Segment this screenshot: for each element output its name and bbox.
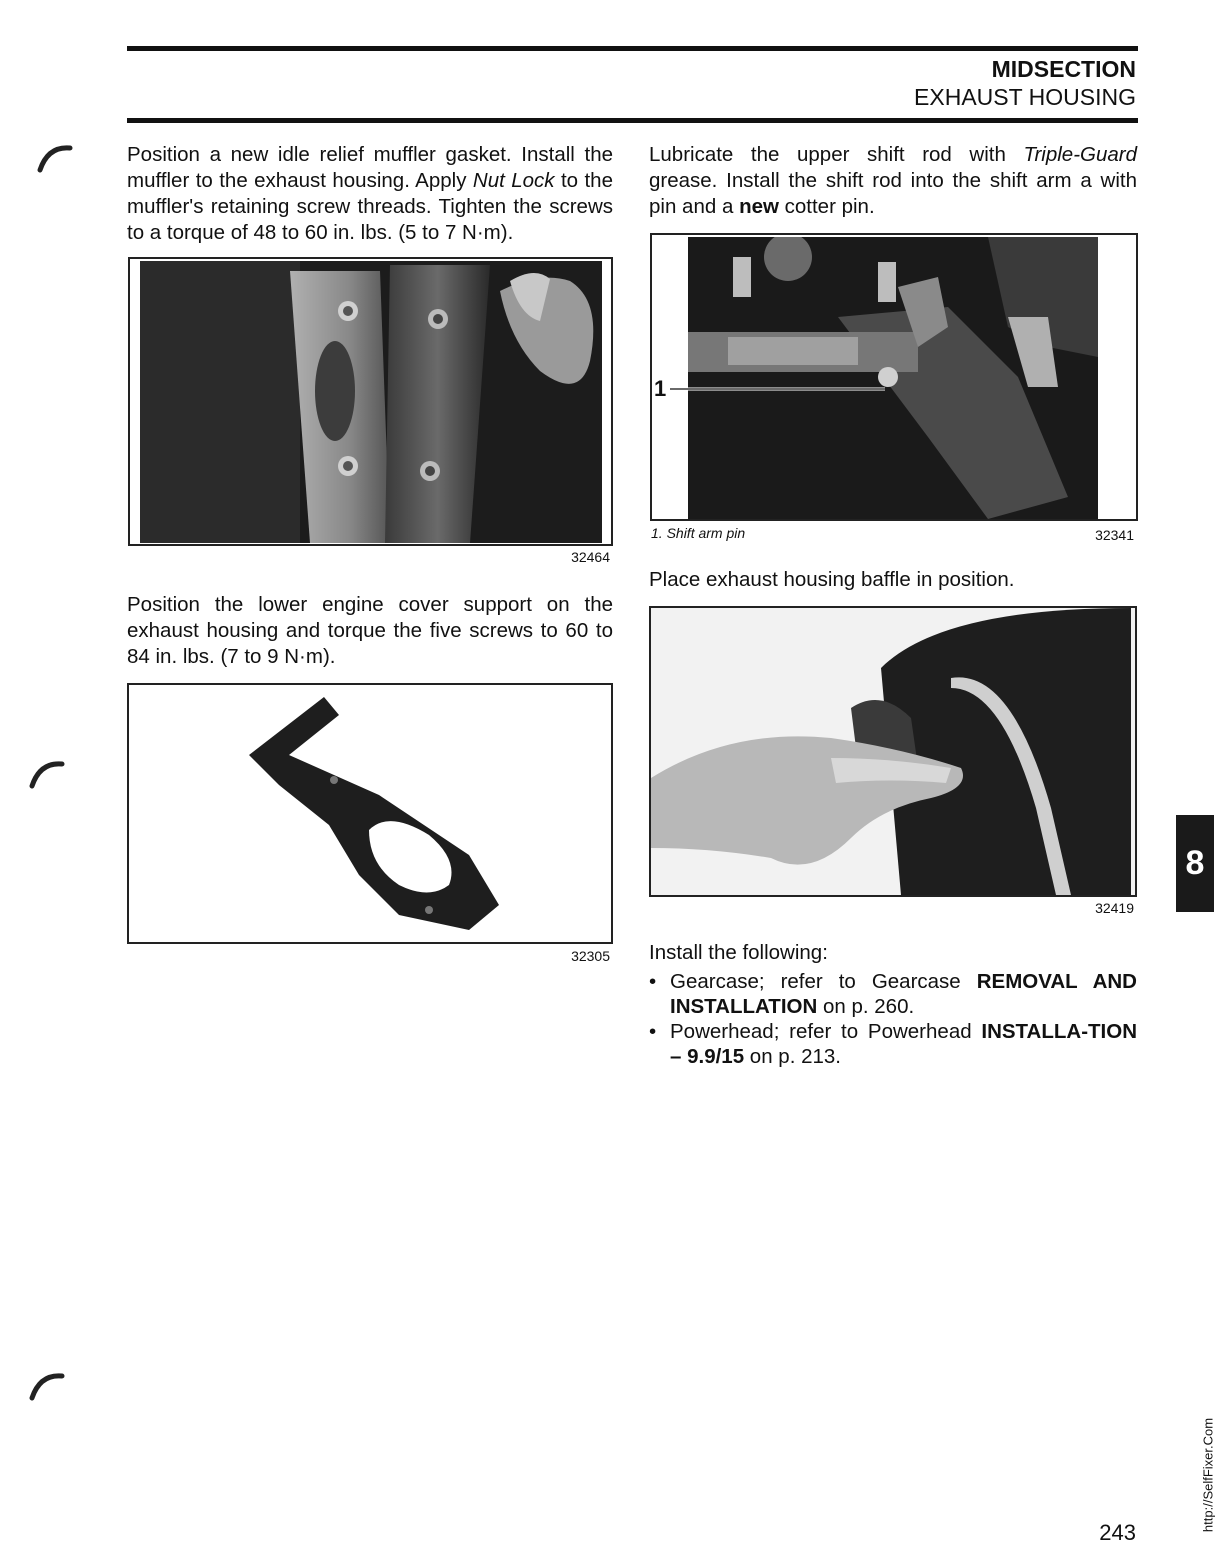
- figure-caption-shift-arm-pin: 1. Shift arm pin: [651, 525, 746, 541]
- header-rule-top: [127, 46, 1138, 51]
- figure-number-32419: 32419: [1095, 900, 1134, 916]
- callout-leader-line: [670, 385, 890, 395]
- figure-number-32464: 32464: [571, 549, 610, 565]
- section-title: MIDSECTION: [991, 56, 1136, 82]
- figure-cover-support-photo: [127, 683, 613, 944]
- chapter-tab: 8: [1176, 815, 1214, 912]
- binder-mark-top: [34, 140, 74, 180]
- figure-number-32305: 32305: [571, 948, 610, 964]
- figure-number-32341: 32341: [1095, 527, 1134, 543]
- binder-mark-middle: [26, 756, 66, 796]
- header-rule-bottom: [127, 118, 1138, 123]
- baffle-instruction: Place exhaust housing baffle in position.: [649, 568, 1015, 591]
- muffler-photo-image: [140, 261, 602, 543]
- cover-support-instruction: Position the lower engine cover support on the exhaust housing and torque the five screws to 60 to 84 in. lbs. (7 to 9 N·m).: [127, 593, 613, 668]
- install-intro: Install the following:: [649, 941, 828, 964]
- section-subtitle: EXHAUST HOUSING: [914, 84, 1136, 110]
- page-number: 243: [1099, 1520, 1136, 1545]
- figure-baffle-photo: [649, 606, 1137, 897]
- muffler-instruction: Position a new idle relief muffler gasket. Install the muffler to the exhaust housing. Apply Nut Lock to the muffler's retaining screw threads. Tighten the screws to a torque of 48 to 60 in. lbs. (5 to 7 N·m).: [127, 143, 613, 244]
- shift-rod-instruction: Lubricate the upper shift rod with Triple-Guard grease. Install the shift rod into the shift arm a with pin and a new cotter pin.: [649, 143, 1137, 218]
- binder-mark-bottom: [26, 1368, 66, 1408]
- figure-shift-arm-photo: [650, 233, 1138, 521]
- watermark-url: http://SelfFixer.Com: [1200, 1417, 1216, 1533]
- install-list: [649, 969, 1137, 1069]
- figure-muffler-photo: [128, 257, 613, 546]
- list-item: • Gearcase; refer to Gearcase REMOVAL AND INSTALLATION on p. 260.: [649, 969, 1137, 1019]
- callout-number: 1: [654, 376, 667, 401]
- cover-support-image: [129, 685, 611, 942]
- baffle-image: [651, 608, 1135, 895]
- shift-arm-image: [688, 237, 1098, 519]
- list-item: • Powerhead; refer to Powerhead INSTALLA-TION – 9.9/15 on p. 213.: [649, 1019, 1137, 1069]
